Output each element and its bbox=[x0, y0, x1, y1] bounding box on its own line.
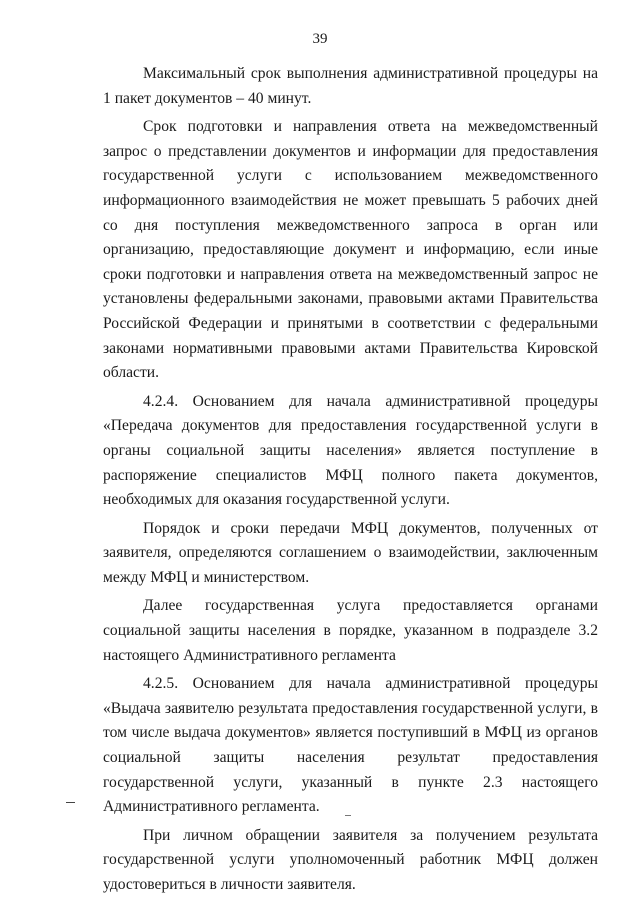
scan-mark bbox=[66, 802, 75, 803]
paragraph-4-2-5: 4.2.5. Основанием для начала административной процедуры «Выдача заявителю результата предоставления государственной услуги, в том числе выдача документов» является поступивший в МФЦ из органов социальной защиты населения результат предоставления государственной услуги, указанный в пункте 2.3 настоящего Административного регламента. bbox=[103, 675, 598, 816]
scan-mark bbox=[345, 815, 351, 816]
paragraph-4-2-4: 4.2.4. Основанием для начала административной процедуры «Передача документов для предоставления государственной услуги в органы социальной защиты населения» является поступление в распоряжение специалистов МФЦ полного пакета документов, необходимых для оказания государственной услуги. bbox=[103, 392, 598, 509]
paragraph-social-protection: Далее государственная услуга предоставляется органами социальной защиты населения в порядке, указанном в подразделе 3.2 настоящего Административного регламента bbox=[103, 597, 598, 664]
document-body bbox=[103, 62, 598, 902]
paragraph-interagency-request: Срок подготовки и направления ответа на межведомственный запрос о представлении документов и информации для предоставления государственной услуги с использованием межведомственного информационного взаимодействия не может превышать 5 рабочих дней со дня поступления межведомственного запроса в орган или организацию, предоставляющие документ и информацию, если иные сроки подготовки и направления ответа на межведомственный запрос не установлены федеральными законами, правовыми актами Правительства Российской Федерации и принятыми в соответствии с федеральными законами нормативными правовыми актами Правительства Кировской области. bbox=[103, 118, 598, 382]
page-number: 39 bbox=[312, 31, 328, 47]
paragraph-processing-time: Максимальный срок выполнения административной процедуры на 1 пакет документов – 40 минут. bbox=[103, 65, 598, 107]
paragraph-personal-visit: При личном обращении заявителя за получением результата государственной услуги уполномоченный работник МФЦ должен удостовериться в личности заявителя. bbox=[103, 826, 598, 893]
paragraph-transfer-procedure: Порядок и сроки передачи МФЦ документов, полученных от заявителя, определяются соглашением о взаимодействии, заключенным между МФЦ и министерством. bbox=[103, 519, 598, 586]
